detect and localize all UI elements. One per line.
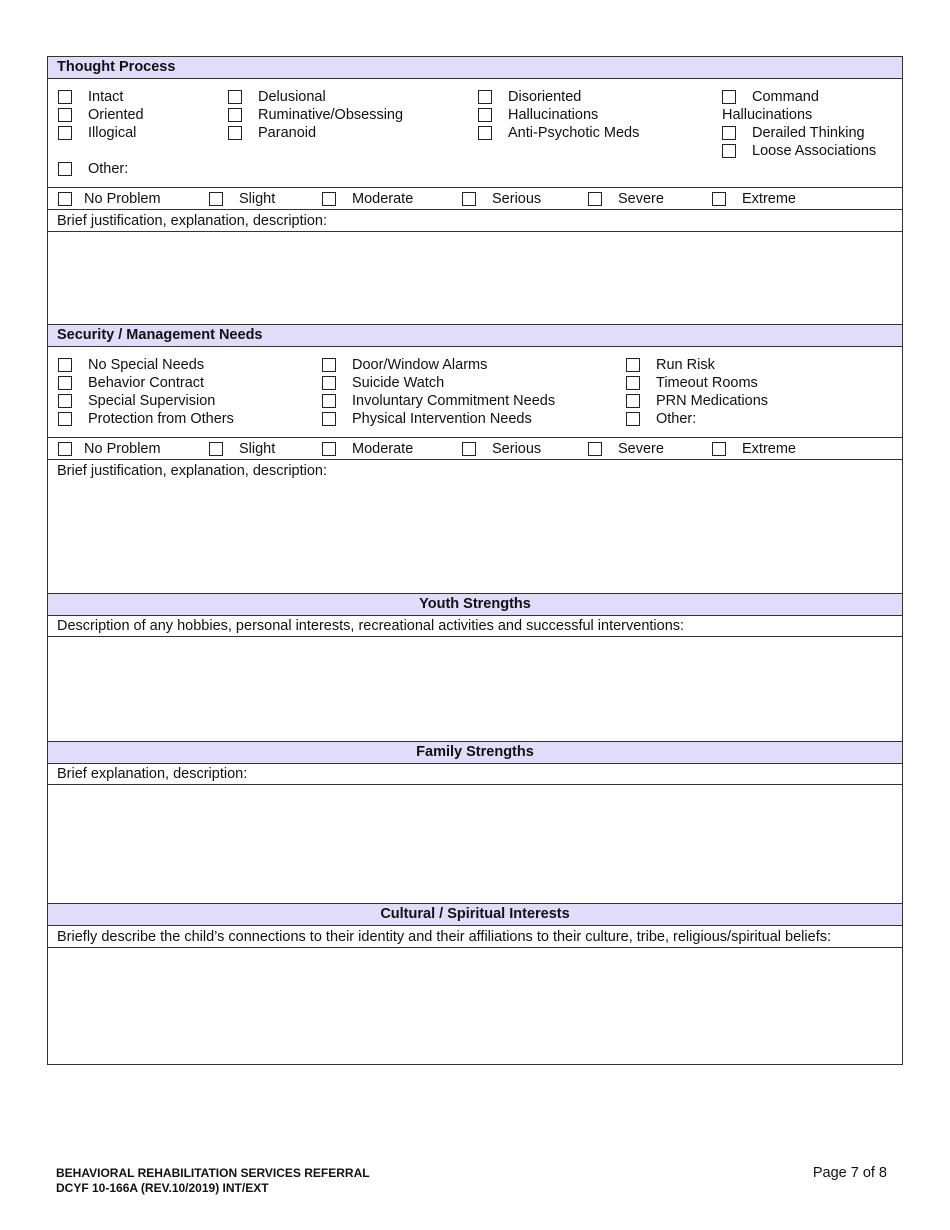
checkbox[interactable] [322,394,336,408]
justification-label: Brief justification, explanation, description: [57,463,328,479]
justification-textarea[interactable] [48,481,902,593]
checkbox[interactable] [722,144,736,158]
checkbox[interactable] [58,358,72,372]
section-header-security: Security / Management Needs [48,324,902,347]
divider [48,187,902,188]
checkbox[interactable] [478,108,492,122]
checkbox[interactable] [462,442,476,456]
checkbox[interactable] [722,126,736,140]
checkbox[interactable] [588,442,602,456]
family-strengths-textarea[interactable] [48,785,902,903]
cultural-label: Briefly describe the child’s connections to their identity and their affiliations to their culture, tribe, religious/spiritual beliefs: [57,929,832,945]
checkbox[interactable] [626,358,640,372]
checkbox[interactable] [712,192,726,206]
checkbox[interactable] [626,394,640,408]
divider [48,437,902,438]
section-header-thought-process: Thought Process [48,57,902,79]
checkbox[interactable] [58,376,72,390]
checkbox[interactable] [478,90,492,104]
checkbox[interactable] [478,126,492,140]
section-header-family-strengths: Family Strengths [48,741,902,764]
page-number: Page 7 of 8 [812,1165,887,1181]
checkbox[interactable] [322,442,336,456]
checkbox[interactable] [722,90,736,104]
youth-strengths-textarea[interactable] [48,637,902,741]
checkbox[interactable] [58,108,72,122]
checkbox[interactable] [322,412,336,426]
divider [48,209,902,210]
checkbox[interactable] [58,90,72,104]
checkbox[interactable] [209,442,223,456]
checkbox[interactable] [626,376,640,390]
checkbox[interactable] [322,192,336,206]
family-strengths-label: Brief explanation, description: [57,766,248,782]
form-number: DCYF 10-166A (REV.10/2019) INT/EXT [56,1181,269,1195]
checkbox[interactable] [58,162,72,176]
checkbox[interactable] [322,376,336,390]
checkbox[interactable] [462,192,476,206]
checkbox[interactable] [228,108,242,122]
justification-label: Brief justification, explanation, description: [57,213,328,229]
justification-textarea[interactable] [48,232,902,324]
checkbox[interactable] [58,394,72,408]
checkbox[interactable] [58,412,72,426]
checkbox[interactable] [712,442,726,456]
section-header-cultural-spiritual: Cultural / Spiritual Interests [48,903,902,926]
checkbox[interactable] [209,192,223,206]
checkbox[interactable] [322,358,336,372]
checkbox[interactable] [58,126,72,140]
checkbox[interactable] [58,442,72,456]
divider [48,459,902,460]
section-header-youth-strengths: Youth Strengths [48,593,902,616]
youth-strengths-label: Description of any hobbies, personal interests, recreational activities and successful interventions: [57,618,685,634]
checkbox[interactable] [228,126,242,140]
checkbox[interactable] [58,192,72,206]
checkbox[interactable] [588,192,602,206]
checkbox[interactable] [626,412,640,426]
form-title: BEHAVIORAL REHABILITATION SERVICES REFERRAL [56,1166,370,1180]
referral-form-page: Thought Process Intact Oriented Illogical Other: Delusional Ruminative/Obsessing Paranoid Disoriented Hallucinations Anti-Psychotic Meds Command Hallucinations Derailed Thinking Loose Associations No Problem Slight Moderate Serious Severe Extreme Brief justification, explanation, description: Security / Management Needs No Special Needs Behavior Contract Special Supervision Protection from Others Door/Window Alarms Suicide Watch Involuntary Commitment Needs Physical Intervention Needs Run Risk Timeout Rooms PRN Medications Other: No Problem Slight Moderate Serious Severe Extreme Brief justification, explanation, description: Youth Strengths Description of any hobbies, personal interests, recreational activities and successful interventions: Family Strengths Brief explanation, description: Cultural / Spiritual Interests Briefly describe the child’s connections to their identity and their affiliations to their culture, tribe, religious/spiritual beliefs: [47,56,903,1065]
cultural-textarea[interactable] [48,948,902,1064]
footer-form-info [56,1166,370,1196]
checkbox[interactable] [228,90,242,104]
